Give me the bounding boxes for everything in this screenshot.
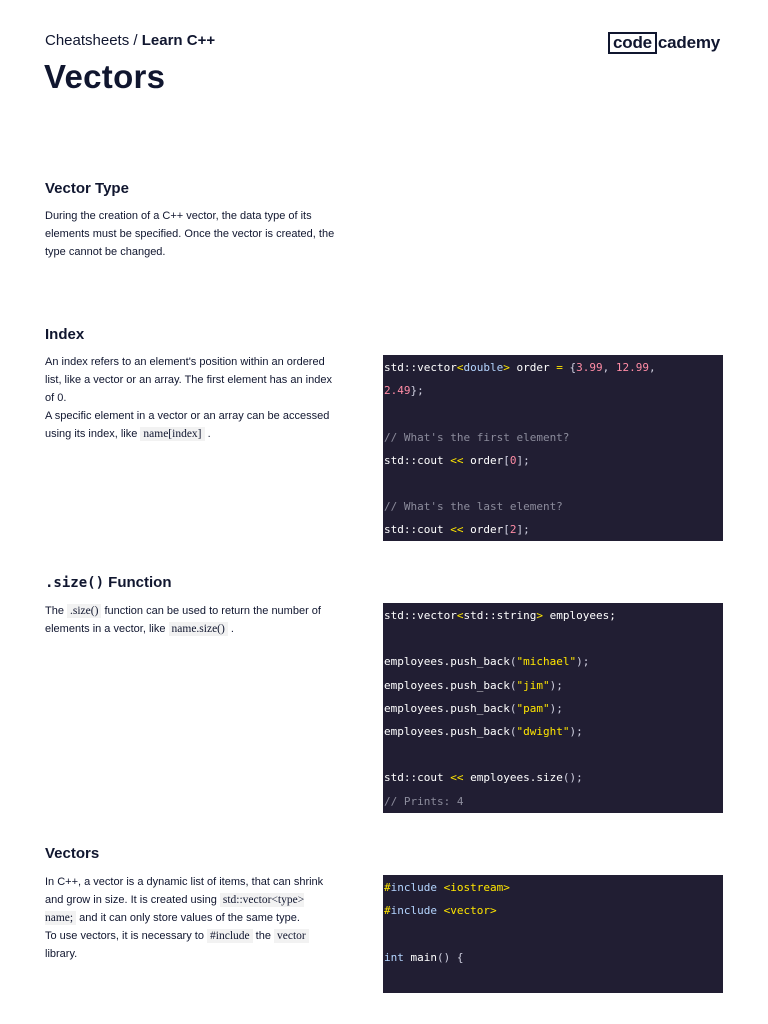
description-text: The: [45, 605, 68, 617]
code-line: [384, 790, 723, 813]
code-block-vectors: [383, 875, 723, 993]
code-token: employees;: [542, 609, 616, 622]
code-token: 2.49: [384, 384, 411, 398]
code-token: order: [509, 361, 557, 374]
code-token: (: [509, 655, 517, 669]
code-token: employees.push_back: [384, 701, 510, 715]
code-token: std::cout: [384, 453, 451, 467]
section-description-vectors: [45, 873, 337, 963]
breadcrumb-link-cheatsheets[interactable]: Cheatsheets /: [45, 32, 142, 49]
code-line: [384, 743, 723, 766]
code-token: ,: [648, 361, 656, 374]
description-text: A specific element in a vector or an array can be accessed using its index, like: [45, 410, 330, 440]
code-token: [437, 904, 444, 917]
description-paragraph: [45, 873, 337, 927]
breadcrumb-link-learn-cpp[interactable]: Learn C++: [141, 32, 216, 49]
code-token: std::cout: [384, 523, 451, 537]
code-line: [384, 472, 723, 495]
code-token: order: [463, 523, 504, 537]
section-title-vector-type: Vector Type: [45, 180, 129, 197]
code-token: [: [503, 453, 510, 467]
section-title-vectors: Vectors: [45, 845, 100, 862]
code-token: >: [503, 361, 510, 374]
code-token: () {: [437, 950, 464, 964]
section-title-index: Index: [45, 326, 85, 343]
code-token: #: [384, 881, 391, 894]
code-token: [437, 881, 444, 894]
code-token: };: [410, 384, 424, 398]
code-block-index: [383, 355, 723, 541]
code-token: <: [456, 361, 464, 374]
code-token: );: [569, 724, 583, 738]
code-line: [384, 604, 723, 627]
code-token: );: [576, 655, 590, 669]
code-token: 2: [509, 523, 517, 537]
code-block-size-function: [383, 603, 723, 813]
code-token: employees.push_back: [384, 678, 510, 692]
code-line: [384, 402, 723, 425]
code-token: 3.99: [576, 361, 603, 374]
code-token: std::vector: [384, 609, 457, 622]
code-token: );: [549, 678, 563, 692]
code-token: // What's the first element?: [384, 430, 570, 444]
code-token: // Prints: 4: [384, 794, 464, 808]
codecademy-logo[interactable]: [608, 32, 720, 54]
description-text: library.: [45, 948, 78, 960]
description-text: In C++, a vector is a dynamic list of items, that can shrink and grow in size. It is created using: [45, 876, 324, 906]
code-line: [384, 899, 723, 922]
code-token: <vector>: [443, 904, 497, 918]
code-token: ];: [516, 523, 530, 537]
code-token: <<: [450, 523, 464, 537]
code-line: [384, 650, 723, 673]
code-token: #: [384, 904, 391, 918]
code-token: {: [569, 361, 577, 374]
code-line: [384, 720, 723, 743]
section-title-code: .size(): [45, 575, 105, 591]
code-token: ,: [602, 361, 616, 374]
code-token: [: [503, 523, 510, 537]
inline-code: std::vector<type> name;: [45, 894, 305, 924]
code-token: );: [549, 701, 563, 715]
page-title: Vectors: [44, 58, 166, 95]
code-token: 0: [509, 453, 517, 467]
code-token: ();: [562, 771, 583, 785]
inline-code: name.size(): [169, 622, 228, 636]
code-line: [384, 674, 723, 697]
description-paragraph: [45, 207, 337, 261]
inline-code: name[index]: [140, 427, 204, 441]
description-text: .: [204, 428, 211, 440]
description-text: and it can only store values of the same type.: [76, 912, 300, 924]
description-text: the: [252, 930, 275, 942]
code-token: employees.size: [463, 771, 563, 785]
code-token: (: [509, 701, 517, 715]
inline-code: #include: [207, 929, 253, 943]
section-description-vector-type: [45, 207, 337, 261]
breadcrumb: [45, 32, 215, 49]
code-token: <iostream>: [443, 881, 510, 894]
code-token: =: [556, 361, 563, 374]
code-line: [384, 518, 723, 541]
code-token: 12.99: [615, 361, 649, 374]
code-line: [384, 766, 723, 789]
code-token: "dwight": [516, 724, 570, 738]
logo-boxed-text: code: [608, 32, 657, 54]
code-line: [384, 356, 723, 379]
code-token: <<: [450, 771, 464, 785]
code-token: std::cout: [384, 771, 451, 785]
description-text: .: [227, 623, 234, 635]
code-token: // What's the last element?: [384, 500, 563, 514]
description-text: function can be used to return the number of elements in a vector, like: [45, 605, 321, 635]
code-line: [384, 922, 723, 945]
code-line: [384, 379, 723, 402]
description-paragraph: [45, 602, 337, 638]
description-text: During the creation of a C++ vector, the data type of its elements must be specified. Once the vector is created, the type cannot be changed.: [45, 210, 335, 258]
inline-code: .size(): [67, 604, 101, 618]
code-line: [384, 426, 723, 449]
code-token: >: [536, 609, 543, 622]
code-line: [384, 876, 723, 899]
code-token: "michael": [516, 655, 577, 669]
section-description-index: [45, 353, 337, 443]
description-paragraph: [45, 927, 337, 963]
description-paragraph: [45, 353, 337, 407]
code-token: employees.push_back: [384, 724, 510, 738]
code-token: main: [403, 950, 437, 964]
section-title-size-function: [45, 574, 172, 591]
section-title-text: Function: [104, 574, 172, 591]
code-token: include: [390, 881, 437, 894]
code-token: (: [509, 724, 517, 738]
description-text: To use vectors, it is necessary to: [45, 930, 208, 942]
code-token: "jim": [516, 678, 550, 692]
code-line: [384, 627, 723, 650]
code-line: [384, 697, 723, 720]
logo-rest-text: cademy: [657, 33, 721, 52]
code-token: order: [463, 453, 504, 467]
inline-code: vector: [274, 929, 309, 943]
code-line: [384, 449, 723, 472]
code-token: ];: [516, 453, 530, 467]
code-token: include: [390, 904, 437, 918]
code-token: (: [509, 678, 517, 692]
description-paragraph: [45, 407, 337, 443]
code-token: employees.push_back: [384, 655, 510, 669]
code-line: [384, 946, 723, 969]
code-line: [384, 495, 723, 518]
code-token: double: [463, 361, 504, 374]
code-token: std::string: [463, 609, 537, 622]
code-token: "pam": [516, 701, 550, 715]
code-token: <<: [450, 453, 464, 467]
code-token: int: [384, 950, 404, 964]
description-text: An index refers to an element's position within an ordered list, like a vector or an array. The first element has an index of 0.: [45, 356, 332, 404]
section-description-size-function: [45, 602, 337, 638]
code-token: std::vector: [384, 361, 457, 374]
code-token: <: [456, 609, 464, 622]
